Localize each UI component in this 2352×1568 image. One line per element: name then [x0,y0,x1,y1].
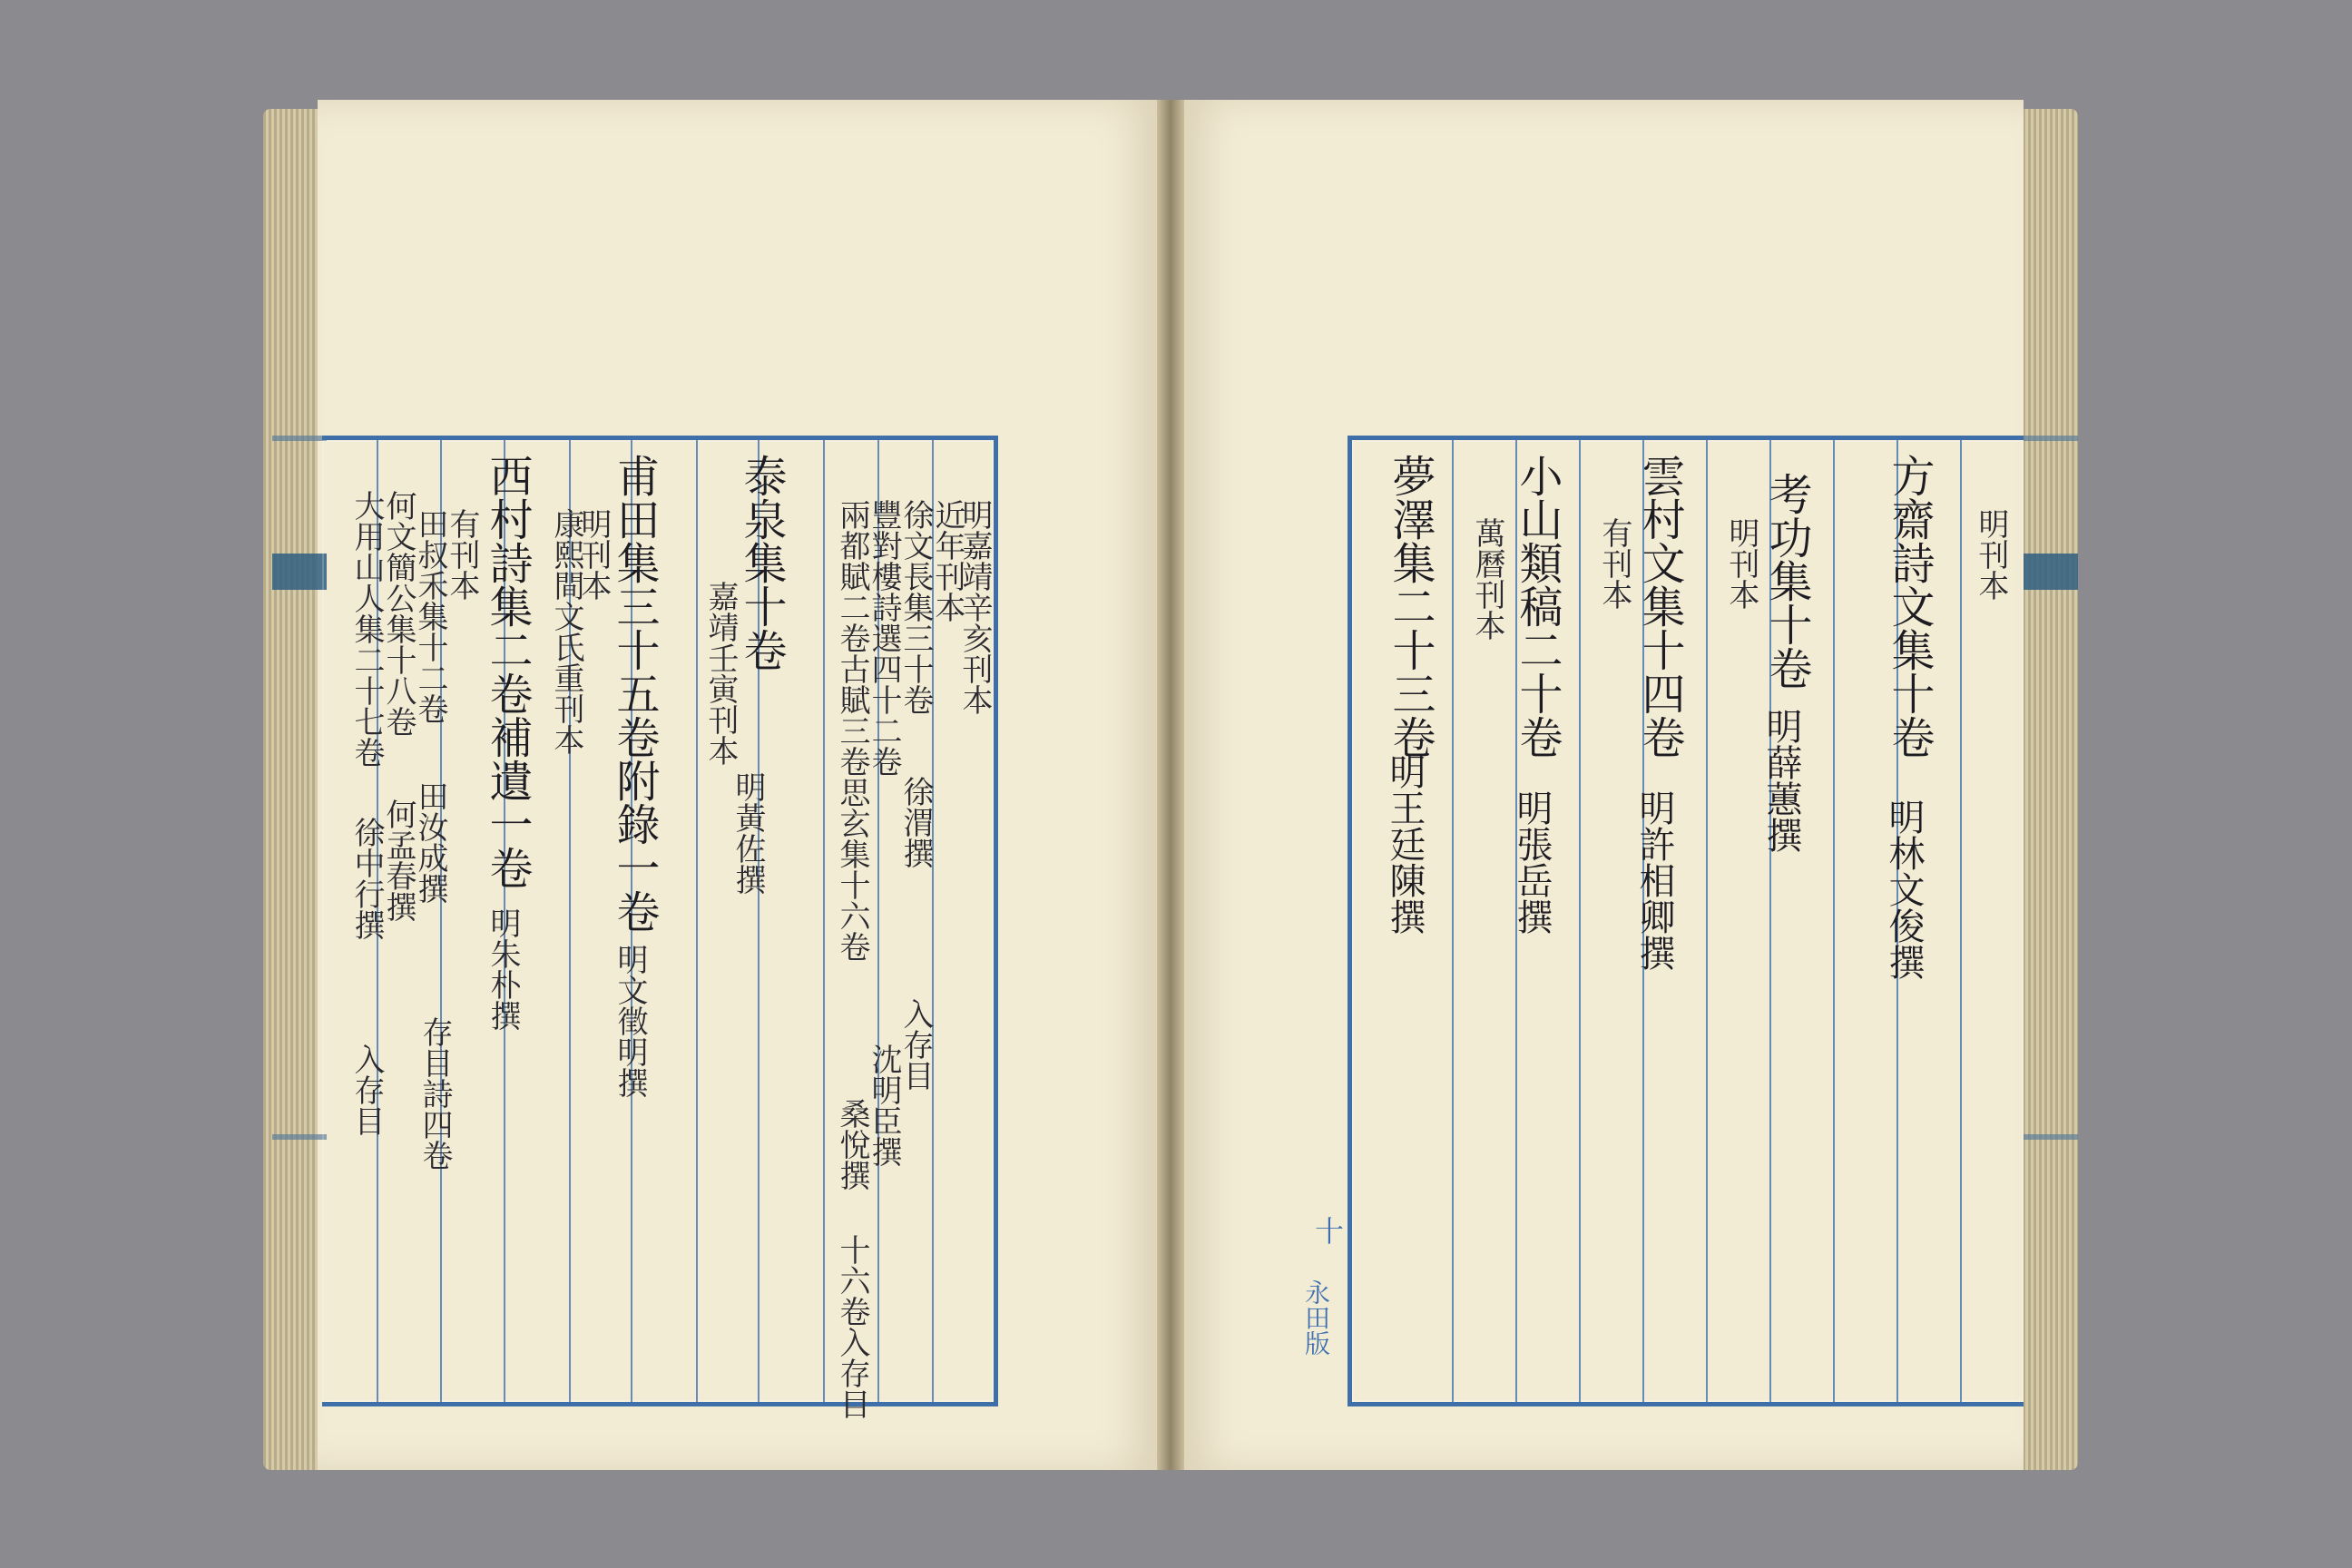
entry-note: 入存目 [897,998,934,1091]
margin-publisher-mark: 永田版 [1301,1279,1331,1356]
entry-title: 夢澤集二十三卷 [1385,454,1436,759]
entry-edition: 萬曆刊本 [1469,517,1505,641]
column-rule [1960,440,1962,1402]
binding-thread [272,1134,327,1140]
entry-edition: 有刊本 [444,508,480,601]
entry-title: 方齋詩文集十卷 [1884,454,1935,759]
entry-author: 徐渭撰 [897,776,934,868]
entry-author: 明王廷陳撰 [1384,753,1426,935]
entry-author: 田汝成撰 [412,780,448,904]
entry-edition: 嘉靖壬寅刊本 [702,581,739,766]
entry-author: 明張岳撰 [1511,789,1553,935]
entry-title: 豐對樓詩選四十二卷 [866,499,902,777]
column-rule [1706,440,1708,1402]
binding-thread [2024,436,2078,441]
entry-title: 徐文長集三十卷 [897,499,934,715]
entry-author: 明許相卿撰 [1633,789,1675,971]
margin-folio-mark: 十 [1310,1216,1345,1245]
entry-edition: 明刊本 [575,508,612,601]
entry-title: 田叔禾集十二卷 [412,508,448,724]
entry-title: 甫田集三十五卷附錄一卷 [609,454,660,933]
entry-edition: 明嘉靖辛亥刊本 [956,499,993,715]
entry-author: 桑悅撰 [834,1098,870,1191]
entry-title: 小山類稿二十卷 [1512,454,1563,759]
entry-author: 明林文俊撰 [1883,799,1925,980]
entry-author: 明文徵明撰 [612,944,648,1098]
entry-edition: 近年刊本 [929,499,965,622]
entry-title: 兩都賦二卷古賦三卷思玄集十六卷 [834,499,870,962]
entry-title: 何文簡公集十八卷 [380,490,416,737]
entry-edition: 有刊本 [1596,517,1632,610]
binding-thread [2024,1134,2078,1140]
column-rule [1579,440,1581,1402]
entry-author: 徐中行撰 [348,817,385,940]
page-edges-right [2014,109,2078,1470]
column-rule [1452,440,1454,1402]
entry-title: 西村詩集二卷補遺一卷 [482,454,533,889]
entry-edition: 康熙間文氏重刊本 [548,508,584,755]
book-gutter [1157,100,1184,1470]
entry-title: 大用山人集二十七卷 [348,490,385,768]
entry-note: 入存目 [348,1044,385,1136]
entry-author: 明朱朴撰 [485,907,521,1031]
column-rule [823,440,825,1402]
entry-author: 沈明臣撰 [866,1044,902,1167]
entry-note: 存目詩四卷 [416,1016,453,1171]
entry-title: 泰泉集十卷 [736,454,787,671]
binding-ribbon-right [2024,554,2078,590]
binding-thread [272,436,327,441]
entry-note: 十六卷入存目 [834,1234,870,1419]
column-rule [1833,440,1835,1402]
entry-author: 何孟春撰 [380,799,416,922]
entry-title: 雲村文集十四卷 [1634,454,1685,759]
page-header: 明刊本 [1973,508,2009,601]
entry-title: 考功集十卷 [1761,472,1812,690]
column-rule [696,440,698,1402]
entry-author: 明黃佐撰 [730,771,766,895]
binding-ribbon-left [272,554,327,590]
entry-author: 明薛蕙撰 [1760,708,1802,853]
entry-edition: 明刊本 [1723,517,1759,610]
